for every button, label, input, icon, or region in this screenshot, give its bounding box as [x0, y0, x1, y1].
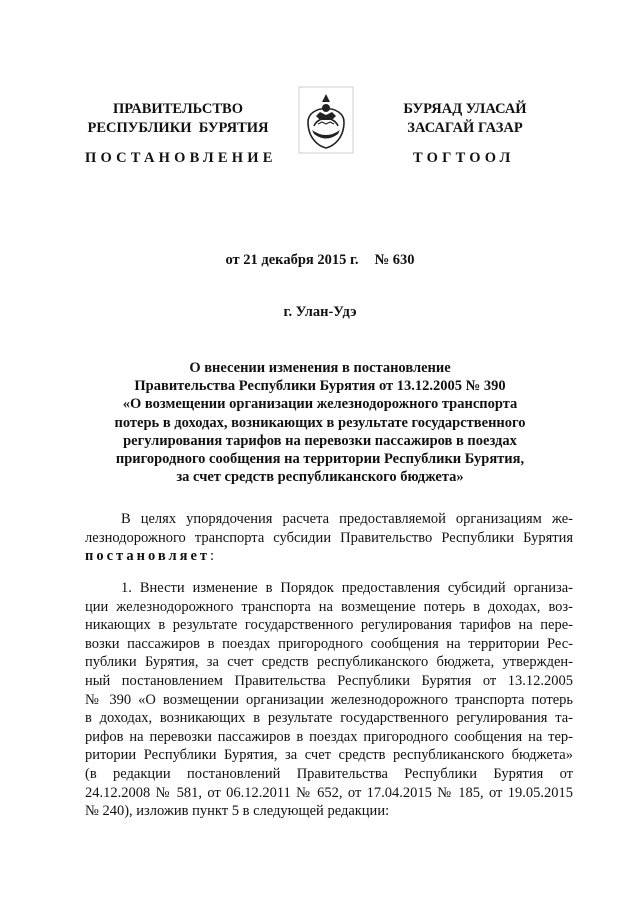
issuer-left-line2: РЕСПУБЛИКИ БУРЯТИЯ: [87, 120, 269, 136]
issuer-right-line2: ЗАСАГАЙ ГАЗАР: [407, 120, 523, 136]
paragraph-1: [85, 579, 573, 821]
doc-type-left: ПОСТАНОВЛЕНИЕ: [85, 150, 277, 166]
title-line: за счет средств республиканского бюджета»: [176, 469, 464, 486]
decree-colon: :: [210, 548, 215, 565]
paragraph-line: № 240), изложив пункт 5 в следующей редакции:: [85, 803, 390, 820]
doc-title: [90, 359, 550, 486]
paragraph-line: ный постановлением Правительства Республики Бурятия от 13.12.2005: [85, 672, 573, 689]
preamble-line: [85, 547, 573, 566]
title-line: Правительства Республики Бурятия от 13.12.2005 № 390: [134, 378, 506, 395]
title-line: «О возмещении организации железнодорожного транспорта: [122, 396, 518, 413]
issuer-right-block: [375, 100, 555, 138]
preamble-line: В целях упорядочения расчета предоставляемой организациям же-: [121, 511, 573, 527]
paragraph-line: ритории Республики Бурятия, за счет средств республиканского бюджета»: [85, 747, 573, 764]
doc-city: г. Улан-Удэ: [283, 304, 357, 320]
paragraph-line: в доходах, возникающих в результате государственного регулирования та-: [85, 710, 573, 727]
title-line: О внесении изменения в постановление: [189, 360, 451, 376]
title-line: регулирования тарифов на перевозки пассажиров в поездах: [123, 432, 517, 449]
doc-type-right: ТОГТООЛ: [413, 150, 515, 166]
issuer-left-block: [78, 100, 278, 138]
decree-word: постановляет: [85, 548, 211, 565]
paragraph-line: (в редакции постановлений Правительства Республики Бурятия от: [85, 765, 573, 782]
date-number-line: [0, 252, 640, 269]
paragraph-line: никающих в результате государственного регулирования тарифов на пере-: [85, 617, 573, 634]
paragraph-line: рифов на перевозки пассажиров в поездах пригородного сообщения на тер-: [85, 728, 573, 745]
title-line: пригородного сообщения на территории Республики Бурятия,: [115, 451, 525, 468]
title-line: потерь в доходах, возникающих в результате государственного: [114, 414, 526, 431]
preamble-paragraph: [85, 510, 573, 566]
preamble-line: лезнодорожного транспорта субсидии Правительство Республики Бурятия: [85, 529, 573, 546]
paragraph-line: № 390 «О возмещении организации железнодорожного транспорта потерь: [85, 691, 573, 708]
paragraph-line: 1. Внести изменение в Порядок предоставления субсидий организа-: [121, 580, 573, 596]
issuer-left-line1: ПРАВИТЕЛЬСТВО: [113, 101, 243, 117]
coat-of-arms-icon: [298, 86, 354, 154]
paragraph-line: ции железнодорожного транспорта на возмещение потерь в доходах, воз-: [85, 598, 573, 615]
issuer-right-line1: БУРЯАД УЛАСАЙ: [403, 101, 527, 117]
doc-date: от 21 декабря 2015 г.: [225, 252, 359, 268]
paragraph-line: возки пассажиров в поездах пригородного сообщения на территории Рес-: [85, 635, 573, 652]
paragraph-line: 24.12.2008 № 581, от 06.12.2011 № 652, от 17.04.2015 № 185, от 19.05.2015: [85, 784, 573, 801]
paragraph-line: публики Бурятия, за счет средств республиканского бюджета, утвержден-: [85, 654, 573, 671]
doc-number: № 630: [374, 252, 415, 268]
